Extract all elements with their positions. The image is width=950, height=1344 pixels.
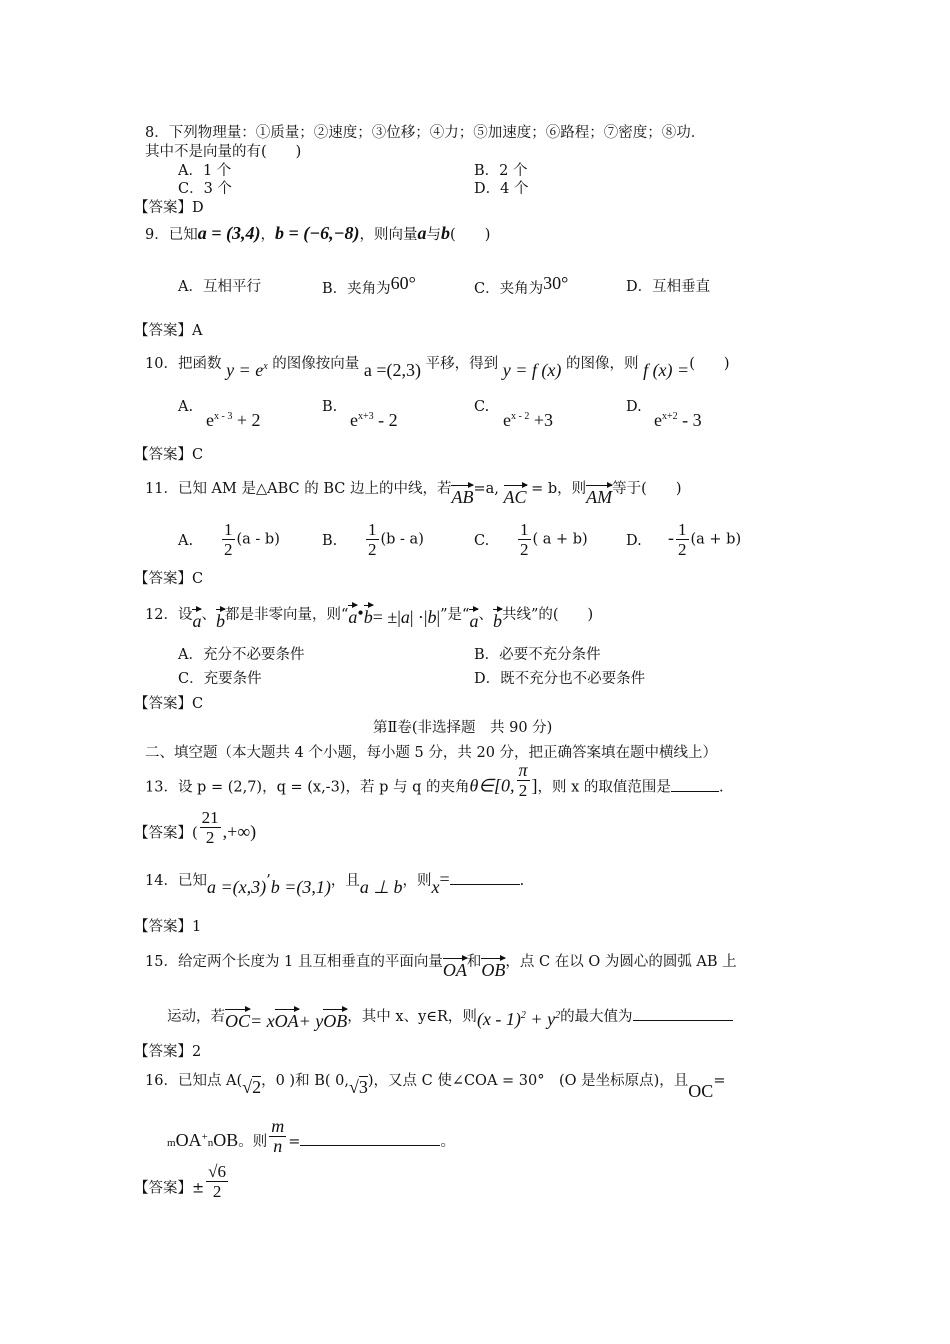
q11-eq-b: = b，则: [531, 481, 587, 497]
q9-option-c: [474, 274, 568, 298]
q14-blank[interactable]: [450, 884, 520, 885]
q9-option-b: [322, 274, 416, 298]
q14-answer: 【答案】1: [134, 919, 202, 935]
q9-stem: 9．已知a = (3,4)，b = (−6,−8)，则向量a与b( ): [145, 223, 491, 243]
q10-func: [226, 360, 268, 380]
q10-option-a-base: e: [206, 410, 214, 430]
q13-pi-half: $\frac{\pi}{2}$: [518, 760, 528, 800]
q9-tail: ，则向量: [359, 227, 418, 243]
q16-stem: 16．已知点 A(√2，0 )和 B( 0,√3)，又点 C 使∠COA = 30° (O 是坐标原点)，且OC=: [145, 1073, 726, 1101]
q10-vector: a =(2,3): [363, 360, 421, 380]
q10-option-a: [206, 408, 261, 429]
q10-option-d-sup: x+2: [662, 411, 678, 422]
q11-half-b: $\frac{1}{2}$: [368, 520, 377, 559]
q15-answer: 【答案】2: [134, 1044, 202, 1060]
q15-stem-2: 运动，若OC= xOA+ yOB，其中 x、y∈R，则$(x - 1)^2 + y^2$的最大值为: [167, 1000, 733, 1026]
q11-option-d: - $\frac{1}{2}$ (a + b): [668, 520, 742, 559]
q10-option-d: [654, 408, 702, 429]
q9-answer: 【答案】A: [134, 323, 203, 339]
q9-vector-b: b = (−6,−8): [274, 223, 360, 243]
q10-paren: ( ): [689, 356, 730, 372]
q10-option-c-base: e: [503, 410, 511, 430]
q16-stem-2: mOA+nOB。则 $\frac{m}{n}$ = 。: [167, 1115, 455, 1156]
q10-option-a-tail: + 2: [232, 410, 261, 430]
q11-option-a: $\frac{1}{2}$ (a - b): [224, 520, 280, 559]
q10-option-b: [350, 408, 398, 429]
q11-label-a: A.: [178, 533, 194, 549]
q15-vector-ob: OB: [481, 955, 505, 979]
q16-blank[interactable]: [300, 1145, 440, 1146]
q10-option-c: [503, 408, 553, 429]
q10-option-d-tail: - 3: [677, 410, 702, 430]
q11-stem-text: 11．已知 AM 是△ABC 的 BC 边上的中线，若: [145, 481, 452, 497]
q9-option-a: A．互相平行: [178, 279, 261, 295]
q10-option-c-tail: +3: [529, 410, 553, 430]
q16-sqrt2: √2: [242, 1077, 262, 1097]
q14-perp: a ⊥ b: [359, 877, 403, 897]
q11-half-c: $\frac{1}{2}$: [520, 520, 529, 559]
q14-expr-a: a =(x,3): [206, 877, 267, 897]
q8-stem-2: 其中不是向量的有( ): [145, 144, 302, 160]
q11-vector-ac: AC: [504, 482, 527, 506]
q15-expr: $(x - 1)^2 + y^2$: [476, 1009, 561, 1029]
q10-option-a-sup: x - 3: [214, 411, 233, 422]
q9-a: a: [417, 223, 427, 243]
q9-option-c-label: C．夹角为: [474, 281, 544, 297]
q11-vector-ab: AB: [451, 482, 473, 506]
q9-b: b: [441, 223, 451, 243]
q12-option-c: C．充要条件: [178, 671, 262, 687]
q8-option-d: D．4 个: [474, 181, 529, 197]
q9-vector-a: a = (3,4): [197, 223, 261, 243]
q15-vector-oa: OA: [443, 955, 467, 979]
q8-option-a: A．1 个: [178, 163, 232, 179]
q9-option-d: D．互相垂直: [626, 279, 711, 295]
q16-answer: 【答案】± $\frac{√6}{2}$: [134, 1162, 226, 1201]
q9-yu: 与: [426, 227, 442, 243]
q11-half-a: $\frac{1}{2}$: [224, 520, 233, 559]
q10-func2: y = f (x): [502, 360, 562, 380]
q11-half-d: $\frac{1}{2}$: [678, 520, 687, 559]
q9-num: 9．已知: [145, 227, 198, 243]
q10-stem: [145, 350, 730, 380]
q16-sqrt3: √3: [348, 1077, 368, 1097]
q9-option-b-label: B．夹角为: [322, 281, 391, 297]
q11-vector-am: AM: [586, 482, 612, 506]
q10-func-sup: x: [263, 361, 268, 372]
q8-option-c: C．3 个: [178, 181, 232, 197]
q13-answer-frac: $\frac{21}{2}$: [201, 808, 219, 847]
q16-m-over-n: $\frac{m}{n}$: [271, 1115, 285, 1156]
q10-answer: 【答案】C: [134, 447, 204, 463]
q15-stem: 15．给定两个长度为 1 且互相垂直的平面向量OA和OB，点 C 在以 O 为圆心的圆弧 AB 上: [145, 954, 737, 980]
q15-vector-oc: OC: [225, 1006, 250, 1030]
q10-option-b-base: e: [350, 410, 358, 430]
q9-paren: ( ): [450, 227, 491, 243]
q10-label-d: D.: [626, 399, 642, 415]
q13-blank[interactable]: [671, 791, 719, 792]
q8-option-b: B．2 个: [474, 163, 528, 179]
q12-answer: 【答案】C: [134, 696, 204, 712]
q12-option-b: B．必要不充分条件: [474, 647, 601, 663]
q9-option-b-value: 60°: [390, 273, 416, 293]
q8-stem: 8．下列物理量：①质量；②速度；③位移；④力；⑤加速度；⑥路程；⑦密度；⑧功．: [145, 125, 706, 141]
q15-blank[interactable]: [633, 1020, 733, 1021]
q10-option-b-tail: - 2: [373, 410, 398, 430]
q8-answer: 【答案】D: [134, 200, 204, 216]
q11-stem: [145, 472, 682, 507]
q10-func3: f (x) =: [643, 360, 690, 380]
q13-stem: 13．设 p = (2,7)，q = (x,-3)，若 p 与 q 的夹角θ∈[0, $\frac{\pi}{2}$ ]，则 x 的取值范围是 .: [145, 760, 724, 800]
q10-option-c-sup: x - 2: [511, 411, 530, 422]
q11-answer: 【答案】C: [134, 571, 204, 587]
q10-option-d-base: e: [654, 410, 662, 430]
q10-func-base: y = e: [226, 360, 264, 380]
q11-label-c: C.: [474, 533, 490, 549]
q12-stem: 12．设a、b都是非零向量，则“a•b= ±|a| ·|b|”是“a、b共线”的( ): [145, 603, 594, 631]
q10-option-b-sup: x+3: [358, 411, 374, 422]
q10-label-a: A.: [178, 399, 194, 415]
q11-tail: 等于( ): [612, 481, 682, 497]
q14-expr-b: b =(3,1): [270, 877, 331, 897]
q12-vec-a: a: [192, 606, 201, 630]
q10-num: 10．把函数: [145, 356, 222, 372]
q11-label-d: D.: [626, 533, 642, 549]
section-heading: 二、填空题（本大题共 4 个小题，每小题 5 分，共 20 分，把正确答案填在题中横线上）: [145, 745, 718, 761]
q11-option-c: $\frac{1}{2}$ ( a + b): [520, 520, 588, 559]
q10-mid1: 的图像按向量: [272, 356, 360, 372]
part2-title: 第Ⅱ卷(非选择题 共 90 分): [373, 720, 553, 736]
q12-option-d: D．既不充分也不必要条件: [474, 671, 646, 687]
q9-option-c-value: 30°: [543, 273, 569, 293]
q10-label-c: C.: [474, 399, 490, 415]
q14-stem: 14．已知a =(x,3)’b =(3,1)，且a ⊥ b，则x= .: [145, 869, 525, 897]
q10-mid2: 平移，得到: [425, 356, 499, 372]
q10-mid3: 的图像，则: [565, 356, 639, 372]
q16-answer-frac: $\frac{√6}{2}$: [208, 1162, 226, 1201]
q11-option-b: $\frac{1}{2}$ (b - a): [368, 520, 424, 559]
q13-theta: θ∈[0,: [469, 775, 515, 796]
q12-option-a: A．充分不必要条件: [178, 647, 305, 663]
q12-vec-b: b: [216, 606, 225, 630]
q11-label-b: B.: [322, 533, 338, 549]
q13-answer: 【答案】( $\frac{21}{2}$ ,+∞): [134, 808, 257, 847]
q10-label-b: B.: [322, 399, 338, 415]
q11-eq-a: =a,: [473, 481, 499, 497]
q16-oc: OC: [688, 1081, 714, 1101]
